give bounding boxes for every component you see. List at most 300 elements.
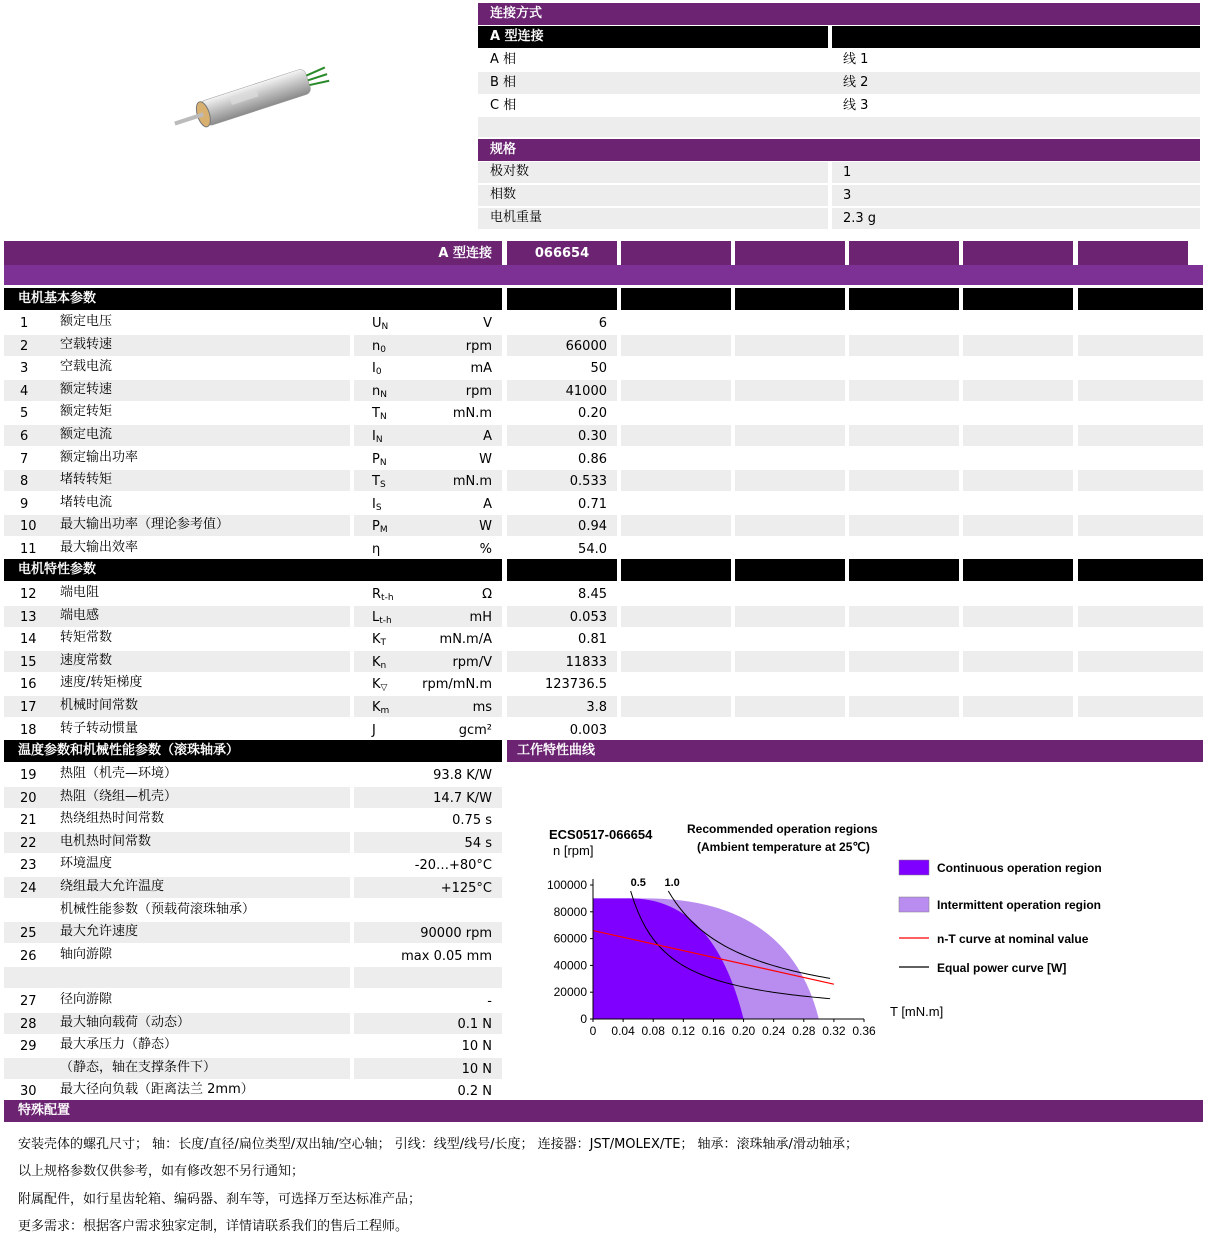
param-name: 转子转动惯量 (60, 720, 139, 736)
param-name: 端电感 (60, 607, 100, 623)
param-row-bg (1078, 493, 1203, 514)
param-row-bg (963, 538, 1073, 559)
thermal-row-bg (4, 922, 350, 943)
param-unit: Ω (482, 587, 492, 602)
param-row-bg (4, 696, 350, 717)
spec-row-value: 3 (843, 188, 852, 203)
thermal-name: 绕组最大允许温度 (60, 879, 165, 894)
param-unit: A (483, 429, 492, 444)
param-row-bg (963, 606, 1073, 627)
chart-subtitle: Recommended operation regions (687, 822, 878, 836)
param-name: 机械时间常数 (60, 698, 139, 713)
thermal-num: 19 (20, 768, 37, 783)
thermal-value: - (487, 994, 492, 1009)
param-symbol-sub: 0 (375, 367, 382, 378)
param-value: 0.053 (569, 609, 607, 625)
param-value: 66000 (565, 338, 607, 354)
param-name: 额定电流 (60, 427, 113, 442)
x-tick-label: 0.04 (611, 1024, 635, 1038)
y-tick-label: 80000 (553, 904, 587, 919)
param-row-bg (1078, 583, 1203, 604)
param-row-bg (735, 380, 845, 401)
thermal-row-bg (4, 945, 350, 966)
param-symbol-main: P (372, 451, 380, 467)
param-row-bg (963, 515, 1073, 536)
param-row-bg (849, 470, 959, 491)
thermal-name: 径向游隙 (60, 992, 113, 1007)
param-name: 最大输出效率 (60, 540, 139, 555)
param-symbol (372, 450, 387, 470)
connection-row (478, 49, 1200, 71)
param-unit: gcm² (458, 722, 492, 738)
param-row-bg (849, 380, 959, 401)
thermal-row-bg (4, 809, 350, 830)
thermal-num: 26 (20, 948, 37, 964)
thermal-num: 27 (20, 994, 37, 1009)
param-num: 9 (20, 496, 29, 512)
param-num: 14 (20, 632, 37, 648)
x-tick-label: 0.20 (731, 1024, 756, 1038)
param-row-bg (621, 493, 731, 514)
thermal-value: 0.2 N (457, 1084, 492, 1100)
connection-row-value: 线 2 (843, 75, 869, 90)
thermal-value (354, 902, 492, 922)
param-num: 1 (20, 316, 29, 331)
param-row-bg (4, 651, 350, 672)
x-tick-label: 0.12 (671, 1024, 696, 1038)
chart-subtitle2: (Ambient temperature at 25℃) (697, 840, 870, 854)
param-symbol-sub: 0 (380, 344, 386, 355)
legend-label: Continuous operation region (937, 861, 1102, 875)
spec-key-cell (478, 162, 828, 183)
param-unit: mA (470, 361, 492, 377)
param-row-bg (621, 312, 731, 333)
param-row-bg (849, 538, 959, 559)
param-symbol-sub: N (375, 435, 383, 445)
param-unit: mN.m (452, 406, 492, 422)
special-note-1: 安装壳体的螺孔尺寸； 轴：长度/直径/扁位类型/双出轴/空心轴； 引线：线型/线号/长度； 连接器：JST/MOLEX/TE； 轴承：滚珠轴承/滑动轴承； (18, 1137, 858, 1152)
param-unit: mN.m/A (439, 632, 492, 648)
power-label-0-5: 0.5 (630, 877, 646, 889)
section-black-cell (849, 559, 959, 581)
special-note-2: 以上规格参数仅供参考，如有修改恕不另行通知； (18, 1164, 305, 1179)
thermal-value: 10 N (461, 1061, 492, 1077)
x-tick-label: 0.08 (641, 1024, 665, 1038)
param-symbol-main: η (372, 542, 381, 557)
param-value: 0.86 (578, 451, 607, 467)
spec-value-cell (832, 208, 1200, 229)
thermal-row-bg (4, 877, 350, 898)
param-name: 速度/转矩梯度 (60, 675, 143, 691)
param-value: 123736.5 (544, 677, 607, 693)
thermal-num: 29 (20, 1039, 37, 1055)
param-row-bg (1078, 515, 1203, 536)
param-symbol (372, 337, 386, 357)
section-black-cell (963, 288, 1073, 310)
param-num: 6 (20, 429, 29, 444)
param-row-bg (963, 380, 1073, 401)
legend-label: Intermittent operation region (937, 898, 1102, 912)
param-row-bg (735, 696, 845, 717)
x-tick-label: 0.16 (701, 1024, 726, 1038)
param-num: 7 (20, 451, 29, 467)
param-symbol (372, 653, 386, 673)
chart-xlabel: T [mN.m] (890, 1004, 944, 1019)
param-row-bg (1078, 448, 1203, 469)
section-char: 电机特性参数 (4, 559, 502, 581)
thermal-num: 22 (20, 835, 37, 851)
param-symbol-main: n (372, 338, 381, 354)
param-row-bg (849, 673, 959, 694)
thermal-value: 90000 rpm (420, 926, 492, 942)
param-row-bg (849, 448, 959, 469)
param-symbol-main: I (372, 496, 376, 512)
thermal-name: （静态，轴在支撑条件下） (60, 1059, 217, 1075)
param-symbol-main: I (372, 361, 376, 377)
param-symbol (372, 721, 376, 741)
param-row-bg (963, 628, 1073, 649)
section-black-cell (963, 559, 1073, 581)
param-row-bg (1078, 673, 1203, 694)
param-value: 11833 (565, 654, 607, 670)
param-row-bg (621, 402, 731, 423)
param-name: 堵转转矩 (60, 472, 113, 488)
param-value: 6 (598, 316, 607, 331)
param-value: 0.30 (578, 429, 607, 444)
empty-col-header (849, 241, 959, 267)
thermal-row-bg (4, 854, 350, 875)
param-unit: mN.m (452, 474, 492, 490)
param-symbol-sub: M (379, 525, 388, 536)
param-symbol-main: L (372, 609, 380, 625)
param-row-bg (4, 357, 350, 378)
param-symbol-sub: S (379, 480, 386, 491)
x-tick-label: 0.24 (761, 1024, 786, 1038)
param-row-bg (621, 357, 731, 378)
power-label-1-0: 1.0 (664, 877, 680, 889)
x-tick-label: 0.28 (792, 1024, 816, 1038)
param-unit: W (479, 519, 492, 535)
section-chart: 工作特性曲线 (507, 740, 1203, 762)
param-symbol-main: K (372, 654, 381, 670)
thermal-value: 93.8 K/W (433, 768, 492, 783)
connection-row (478, 72, 1200, 94)
param-row-bg (1078, 628, 1203, 649)
param-row-bg (1078, 335, 1203, 356)
thermal-num: 28 (20, 1016, 37, 1032)
param-row-bg (735, 628, 845, 649)
param-value: 0.533 (569, 474, 607, 490)
connection-row-key: B 相 (490, 75, 517, 90)
connection-type-value (832, 26, 1200, 48)
param-symbol-sub: ▽ (380, 683, 388, 694)
param-num: 5 (20, 406, 29, 422)
thermal-num: 30 (20, 1084, 37, 1100)
table-model: 066654 (507, 241, 617, 267)
param-name: 端电阻 (60, 585, 100, 600)
param-symbol (372, 427, 383, 447)
thermal-row-bg (4, 832, 350, 853)
thermal-value: max 0.05 mm (401, 948, 492, 964)
x-tick-label: 0 (589, 1024, 597, 1038)
connection-row-key: A 相 (490, 52, 517, 67)
x-tick-label: 0.32 (822, 1024, 846, 1038)
param-row-bg (735, 538, 845, 559)
param-symbol (372, 314, 388, 334)
connection-row (478, 95, 1200, 117)
operation-chart (507, 765, 1203, 1095)
chart-title: ECS0517-066654 (549, 827, 653, 842)
param-name: 额定转矩 (60, 404, 113, 420)
param-row-bg (4, 538, 350, 559)
param-row-bg (4, 606, 350, 627)
thermal-num: 24 (20, 881, 37, 896)
spec-key-cell (478, 185, 828, 206)
param-row-bg (621, 696, 731, 717)
thermal-name: 环境温度 (60, 856, 113, 872)
param-symbol-sub: S (375, 502, 382, 513)
param-row-bg (1078, 651, 1203, 672)
param-value: 54.0 (578, 542, 607, 557)
param-value: 0.81 (578, 632, 607, 648)
param-num: 10 (20, 519, 37, 535)
thermal-name: 最大径向负载（距离法兰 2mm） (60, 1082, 254, 1098)
param-symbol-sub: t-h (381, 593, 394, 603)
param-name: 空载电流 (60, 359, 113, 375)
param-symbol-main: K (372, 700, 381, 715)
param-symbol-sub: m (380, 706, 390, 716)
thermal-name: 热阻（机壳—环境） (60, 766, 178, 781)
param-symbol-main: P (372, 519, 380, 535)
param-row-bg (621, 515, 731, 536)
param-symbol (372, 382, 387, 402)
param-name: 最大输出功率（理论参考值） (60, 517, 230, 533)
section-basic: 电机基本参数 (4, 288, 502, 310)
param-symbol-sub: T (380, 638, 387, 649)
param-symbol-main: T (372, 474, 380, 490)
section-black-cell (735, 559, 845, 581)
legend-label: Equal power curve [W] (937, 961, 1067, 975)
spec-row-key: 极对数 (490, 164, 530, 179)
param-name: 额定转速 (60, 381, 113, 397)
spec-row-value: 2.3 g (843, 211, 877, 226)
param-row-bg (963, 335, 1073, 356)
empty-col-header (1078, 241, 1188, 267)
param-row-bg (849, 583, 959, 604)
param-row-bg (735, 335, 845, 356)
legend-label: n-T curve at nominal value (937, 932, 1089, 946)
param-row-bg (849, 719, 959, 740)
param-value: 41000 (565, 383, 607, 399)
param-row-bg (735, 402, 845, 423)
thermal-row-bg (4, 967, 350, 988)
param-num: 8 (20, 474, 29, 490)
param-row-bg (963, 425, 1073, 446)
param-name: 速度常数 (60, 652, 113, 668)
param-row-bg (621, 719, 731, 740)
thermal-num: 25 (20, 926, 37, 942)
thermal-name: 热阻（绕组—机壳） (60, 788, 178, 804)
param-symbol-sub: N (381, 322, 389, 332)
param-row-bg (735, 515, 845, 536)
param-symbol-main: I (372, 429, 376, 444)
thermal-value: +125°C (440, 881, 492, 896)
param-row-bg (849, 651, 959, 672)
param-symbol-main: K (372, 677, 381, 693)
thermal-name: 最大承压力（静态） (60, 1037, 178, 1053)
param-value: 50 (590, 361, 607, 377)
param-symbol-main: J (372, 722, 376, 738)
param-row-bg (1078, 425, 1203, 446)
section-black-cell (507, 288, 617, 310)
thermal-value (354, 969, 492, 989)
y-tick-label: 40000 (553, 958, 587, 973)
thermal-value: -20…+80°C (414, 858, 492, 874)
param-row-bg (963, 719, 1073, 740)
thermal-num: 23 (20, 858, 37, 874)
chart-ylabel: n [rpm] (553, 843, 594, 858)
param-row-bg (4, 673, 350, 694)
param-row-bg (849, 515, 959, 536)
param-symbol-main: U (372, 316, 382, 331)
param-unit: ms (472, 700, 492, 715)
param-name: 堵转电流 (60, 494, 113, 510)
param-row-bg (4, 402, 350, 423)
spec-row-key: 电机重量 (490, 210, 543, 225)
param-row-bg (4, 583, 350, 604)
param-row-bg (735, 425, 845, 446)
param-row-bg (4, 719, 350, 740)
param-row-bg (621, 628, 731, 649)
table-type-label: A 型连接 (4, 241, 502, 267)
y-tick-label: 100000 (546, 878, 587, 892)
section-black-cell (1078, 288, 1203, 310)
legend-swatch (899, 897, 929, 912)
param-row-bg (735, 673, 845, 694)
param-row-bg (963, 493, 1073, 514)
thermal-value: 54 s (464, 835, 492, 851)
param-row-bg (735, 583, 845, 604)
param-unit: rpm (465, 338, 492, 354)
param-row-bg (735, 357, 845, 378)
param-symbol (372, 630, 386, 650)
param-num: 4 (20, 383, 29, 399)
param-num: 13 (20, 609, 37, 625)
thermal-name: 轴向游隙 (60, 946, 113, 962)
param-row-bg (735, 312, 845, 333)
param-symbol (372, 585, 394, 605)
param-row-bg (4, 493, 350, 514)
param-name: 转矩常数 (60, 630, 113, 646)
param-row-bg (963, 402, 1073, 423)
param-symbol (372, 698, 389, 718)
param-value: 0.003 (569, 722, 607, 738)
section-black-cell (735, 288, 845, 310)
param-row-bg (4, 628, 350, 649)
special-note-3: 附属配件，如行星齿轮箱、编码器、刹车等，可选择万至达标准产品； (18, 1192, 422, 1207)
param-symbol-main: K (372, 632, 381, 648)
param-row-bg (963, 583, 1073, 604)
param-symbol (372, 608, 392, 628)
param-symbol-main: T (372, 406, 380, 422)
param-row-bg (735, 719, 845, 740)
param-row-bg (849, 493, 959, 514)
param-row-bg (963, 357, 1073, 378)
param-symbol (372, 517, 388, 537)
param-symbol (372, 495, 382, 515)
param-row-bg (4, 425, 350, 446)
param-row-bg (621, 606, 731, 627)
param-row-bg (849, 606, 959, 627)
param-row-bg (1078, 606, 1203, 627)
param-symbol (372, 540, 380, 560)
thermal-num: 20 (20, 790, 37, 806)
section-black-cell (507, 559, 617, 581)
special-note-4: 更多需求：根据客户需求独家定制，详情请联系我们的售后工程师。 (18, 1219, 409, 1234)
param-row-bg (621, 673, 731, 694)
param-row-bg (621, 538, 731, 559)
param-row-bg (849, 357, 959, 378)
y-tick-label: 0 (580, 1012, 587, 1026)
param-row-bg (963, 696, 1073, 717)
param-row-bg (849, 335, 959, 356)
param-value: 0.71 (578, 496, 607, 512)
thermal-name: 热绕组热时间常数 (60, 811, 165, 827)
spec-row-key: 相数 (490, 187, 517, 202)
param-row-bg (849, 402, 959, 423)
param-symbol (372, 472, 386, 492)
param-row-bg (735, 470, 845, 491)
param-num: 18 (20, 722, 37, 738)
param-num: 3 (20, 361, 29, 377)
thermal-value: 0.75 s (452, 813, 492, 829)
param-value: 3.8 (586, 700, 607, 715)
section-black-cell (849, 288, 959, 310)
param-symbol-sub: N (379, 412, 387, 423)
param-row-bg (621, 583, 731, 604)
param-num: 11 (20, 542, 37, 557)
empty-col-header (963, 241, 1073, 267)
param-symbol-sub: t-h (379, 615, 392, 626)
param-num: 2 (20, 338, 29, 354)
param-unit: A (483, 496, 492, 512)
section-black-cell (621, 288, 731, 310)
param-row-bg (963, 448, 1073, 469)
header-band (4, 265, 1203, 285)
param-unit: % (479, 542, 492, 557)
param-row-bg (849, 696, 959, 717)
param-num: 12 (20, 587, 37, 602)
param-row-bg (621, 425, 731, 446)
param-row-bg (735, 651, 845, 672)
param-unit: rpm/V (452, 654, 492, 670)
param-unit: rpm (465, 383, 492, 399)
spec-title: 规格 (478, 139, 1200, 161)
param-name: 额定输出功率 (60, 449, 139, 465)
param-row-bg (4, 335, 350, 356)
section-thermal: 温度参数和机械性能参数（滚珠轴承） (4, 740, 502, 762)
param-row-bg (1078, 402, 1203, 423)
thermal-value: 0.1 N (457, 1016, 492, 1032)
param-row-bg (963, 312, 1073, 333)
y-tick-label: 20000 (553, 985, 587, 1000)
param-row-bg (1078, 538, 1203, 559)
param-row-bg (1078, 470, 1203, 491)
param-symbol-sub: N (379, 457, 387, 468)
param-value: 8.45 (578, 587, 607, 602)
motor-image (160, 56, 340, 136)
param-row-bg (621, 380, 731, 401)
